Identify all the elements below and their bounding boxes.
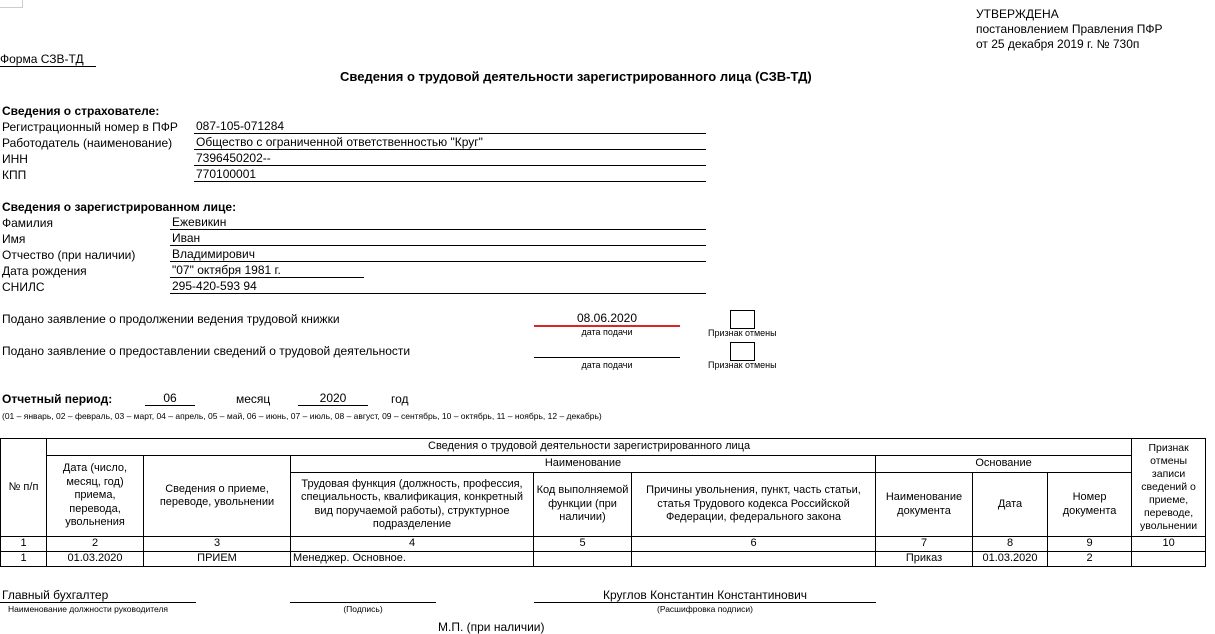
signature-caption: (Подпись) [343,604,383,614]
table-row [1,552,1206,567]
provide-cancel-checkbox[interactable] [730,342,755,361]
birth-label: Дата рождения [2,264,87,278]
period-year-field: 2020 [298,391,368,406]
provide-date-caption: дата подачи [581,360,633,370]
col-number: 2 [47,537,144,552]
header-info: Сведения о приеме, переводе, увольнении [144,456,291,537]
row-doc-num: 2 [1048,552,1132,567]
col-number: 10 [1132,537,1206,552]
continue-cancel-checkbox[interactable] [730,310,755,329]
sheet-corner [0,0,23,8]
name-field: Иван [170,231,706,246]
period-label: Отчетный период: [2,392,113,406]
snils-label: СНИЛС [2,280,45,294]
continue-date-caption: дата подачи [581,327,633,337]
row-date: 01.03.2020 [47,552,144,567]
col-number: 8 [973,537,1048,552]
name-decoding-field: Круглов Константин Константинович [534,588,876,603]
stamp-place: М.П. (при наличии) [438,620,545,634]
header-main: Сведения о трудовой деятельности зарегистрированного лица [47,439,1132,456]
col-number: 7 [876,537,973,552]
reg-label: Регистрационный номер в ПФР [2,120,178,134]
continue-label: Подано заявление о продолжении ведения трудовой книжки [2,312,340,326]
col-number: 5 [534,537,632,552]
employer-field: Общество с ограниченной ответственностью "Круг" [194,135,706,150]
header-doc-date: Дата [973,473,1048,537]
header-doc-num: Номер документа [1048,473,1132,537]
row-doc-name: Приказ [876,552,973,567]
surname-label: Фамилия [2,216,53,230]
provide-label: Подано заявление о предоставлении сведений о трудовой деятельности [2,344,411,358]
year-word: год [391,392,409,406]
header-basis-group: Основание [876,456,1132,473]
header-name-group: Наименование [291,456,876,473]
approval-block [976,7,1163,52]
insurer-heading: Сведения о страхователе: [2,104,160,118]
activity-table [0,438,1206,567]
name-label: Имя [2,232,26,246]
col-number: 3 [144,537,291,552]
row-function: Менеджер. Основное. [291,552,534,567]
kpp-field: 770100001 [194,167,706,182]
inn-label: ИНН [2,152,28,166]
continue-cancel-caption: Признак отмены [708,328,777,338]
reg-number-field: 087-105-071284 [194,119,706,134]
inn-field: 7396450202-- [194,151,706,166]
provide-cancel-caption: Признак отмены [708,360,777,370]
continue-date-field: 08.06.2020 [534,311,680,327]
month-word: месяц [236,392,271,406]
provide-date-field [534,343,680,358]
col-number: 1 [1,537,47,552]
header-reasons: Причины увольнения, пункт, часть статьи, статья Трудового кодекса Российской Федерации, федерального закона [632,473,876,537]
row-num: 1 [1,552,47,567]
header-doc-name: Наименование документа [876,473,973,537]
name-decoding-caption: (Расшифровка подписи) [656,604,753,614]
approval-line-3: от 25 декабря 2019 г. № 730п [976,37,1140,51]
signature-field [290,588,436,603]
header-code: Код выполняемой функции (при наличии) [534,473,632,537]
surname-field: Ежевикин [170,215,706,230]
kpp-label: КПП [2,168,27,182]
row-doc-date: 01.03.2020 [973,552,1048,567]
position-caption: Наименование должности руководителя [8,604,169,614]
col-number: 9 [1048,537,1132,552]
employer-label: Работодатель (наименование) [2,136,173,150]
position-field: Главный бухгалтер [0,588,196,603]
row-info: ПРИЕМ [144,552,291,567]
snils-field: 295-420-593 94 [170,279,706,294]
row-reasons [632,552,876,567]
birth-field: "07" октября 1981 г. [170,263,364,278]
row-code [534,552,632,567]
row-cancel [1132,552,1206,567]
approval-line-1: УТВЕРЖДЕНА [976,7,1059,21]
header-cancel: Признак отмены записи сведений о приеме, переводе, увольнении [1132,439,1206,537]
form-label: Форма СЗВ-ТД [0,53,96,67]
col-number: 6 [632,537,876,552]
patronymic-field: Владимирович [170,247,706,262]
approval-line-2: постановлением Правления ПФР [976,22,1163,36]
patronymic-label: Отчество (при наличии) [2,248,136,262]
header-date: Дата (число, месяц, год) приема, перевода, увольнения [47,456,144,537]
header-function: Трудовая функция (должность, профессия, специальность, квалификация, конкретный вид поручаемой работы), структурное подразделение [291,473,534,537]
col-number: 4 [291,537,534,552]
period-month-field: 06 [145,391,195,406]
person-heading: Сведения о зарегистрированном лице: [2,200,237,214]
month-legend: (01 – январь, 02 – февраль, 03 – март, 04 – апрель, 05 – май, 06 – июнь, 07 – июль, 08 – август, 09 – сентябрь, 10 – октябрь, 11 – ноябрь, 12 – декабрь) [2,411,602,421]
page-title: Сведения о трудовой деятельности зарегистрированного лица (СЗВ-ТД) [340,69,812,84]
column-number-row [1,537,1206,552]
header-num: № п/п [1,439,47,537]
